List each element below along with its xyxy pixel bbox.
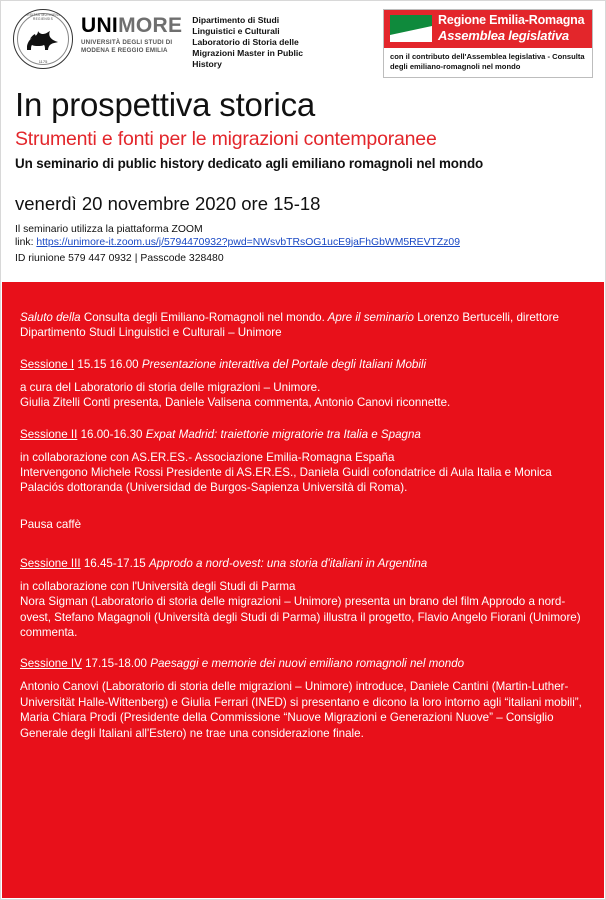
session-heading (20, 657, 586, 670)
region-logo-block (383, 9, 593, 78)
session-topic: Expat Madrid: traiettorie migratorie tra Italia e Spagna (145, 427, 421, 441)
session-block (20, 428, 586, 496)
link-label: link: (15, 236, 34, 248)
zoom-link[interactable]: https://unimore-it.zoom.us/j/5794470932?pwd=NWsvbTRsOG1ucE9jaFhGbWM5REVTZz09 (36, 236, 460, 248)
session-body-line: a cura del Laboratorio di storia delle migrazioni – Unimore. (20, 380, 321, 394)
session-body-line: in collaborazione con l'Università degli Studi di Parma (20, 579, 296, 593)
meeting-credentials (15, 253, 591, 264)
session-body-line: in collaborazione con AS.ER.ES.- Associazione Emilia-Romagna España (20, 450, 395, 464)
unimore-word-more: MORE (118, 14, 183, 37)
unimore-wordmark (81, 9, 182, 56)
platform-note: Il seminario utilizza la piattaforma ZOOM (15, 223, 203, 235)
university-seal-icon (13, 9, 73, 69)
session-body-line: Nora Sigman (Laboratorio di storia delle migrazioni – Unimore) presenta un brano del film Approdo a nord-ovest, Stefano Magagnoli (Università degli Studi di Parma) illustra il progetto, Flavio Angelo Fiorani (Unimore) commenta. (20, 595, 581, 640)
event-date: venerdì 20 novembre 2020 ore 15-18 (15, 192, 321, 214)
meeting-id: ID riunione 579 447 0932 (15, 252, 132, 264)
program-body (2, 282, 604, 898)
greeting-plain-1: Consulta degli Emiliano-Romagnoli nel mondo. (80, 311, 325, 324)
greeting-plain-2: Lorenzo Bertucelli, direttore Dipartimento Studi Linguistici e Culturali – Unimore (20, 311, 559, 340)
title-area (1, 78, 605, 264)
session-label: Sessione II (20, 427, 78, 441)
session-heading (20, 557, 586, 570)
greeting-italic-2: Apre il seminario (324, 311, 414, 324)
greeting-text (20, 310, 586, 341)
subtitle-bold: Un seminario di public history dedicato agli emiliano romagnoli nel mondo (15, 155, 484, 171)
seal-bottom-text: 1175 (38, 59, 48, 64)
page-title: In prospettiva storica (15, 86, 316, 124)
unimore-subtitle-line2: MODENA E REGGIO EMILIA (81, 47, 168, 55)
subtitle-red: Strumenti e fonti per le migrazioni contemporanee (15, 127, 437, 150)
seal-top-text: UNIVERSITAS MUTINENSIS ET REGIENSIS (15, 13, 71, 21)
session-heading (20, 358, 586, 371)
session-time: 15.15 16.00 (77, 357, 139, 371)
unimore-subtitle-line1: UNIVERSITÀ DEGLI STUDI DI (81, 39, 173, 46)
break-label: Pausa caffè (20, 517, 82, 531)
session-body-line: Intervengono Michele Rossi Presidente di AS.ER.ES., Daniela Guidi cofondatrice di Aula Italia e Monica Palaciós dottoranda (Universidad de Burgos-Sapienza Università di Roma). (20, 466, 552, 495)
session-block (20, 557, 586, 641)
session-block (20, 358, 586, 411)
department-text: Dipartimento di Studi Linguistici e Culturali Laboratorio di Storia delle Migrazioni Master in Public History (192, 15, 304, 69)
greeting-block (20, 310, 586, 341)
session-time: 17.15-18.00 (85, 657, 147, 671)
greeting-italic-1: Saluto della (20, 311, 81, 324)
unimore-logo-block (13, 9, 182, 69)
unimore-word-uni: UNI (81, 14, 119, 37)
session-topic: Approdo a nord-ovest: una storia d'italiani in Argentina (148, 556, 428, 570)
session-label: Sessione IV (20, 657, 82, 671)
session-topic: Paesaggi e memorie dei nuovi emiliano romagnoli nel mondo (150, 657, 465, 671)
session-heading (20, 428, 586, 441)
session-time: 16.45-17.15 (83, 556, 146, 570)
session-body-line: Giulia Zitelli Conti presenta, Daniele Valisena commenta, Antonio Canovi riconnette. (20, 396, 451, 410)
session-body-line: Antonio Canovi (Laboratorio di storia delle migrazioni – Unimore) introduce, Daniele Cantini (Martin-Luther-Universität Halle-Wittenberg) e Giulia Ferrari (INED) si presentano e dicono la loro intorno agli “italiani mobili”, Maria Chiara Prodi (Presidente della Commissione “Nuove Migrazioni e Generazioni Nuove” – Consiglio Generale degli Italiani all'Estero) ne trae una considerazione finale. (20, 680, 582, 740)
region-credit-text: con il contributo dell'Assemblea legislativa - Consulta degli emiliano-romagnoli nel mondo (384, 48, 592, 78)
meeting-link-line (15, 237, 591, 248)
meeting-passcode: Passcode 328480 (140, 252, 224, 264)
credentials-separator: | (134, 252, 138, 264)
session-topic: Presentazione interattiva del Portale degli Italiani Mobili (141, 357, 427, 371)
poster-header (1, 1, 605, 78)
region-name-line2: Assemblea legislativa (438, 27, 569, 43)
region-name-line1: Regione Emilia-Romagna (438, 13, 585, 27)
session-label: Sessione III (20, 556, 81, 570)
session-time: 16.00-16.30 (80, 427, 143, 441)
emilia-romagna-flag-icon (390, 15, 432, 42)
horse-icon (23, 26, 63, 52)
session-block (20, 657, 586, 741)
session-label: Sessione I (20, 357, 75, 371)
